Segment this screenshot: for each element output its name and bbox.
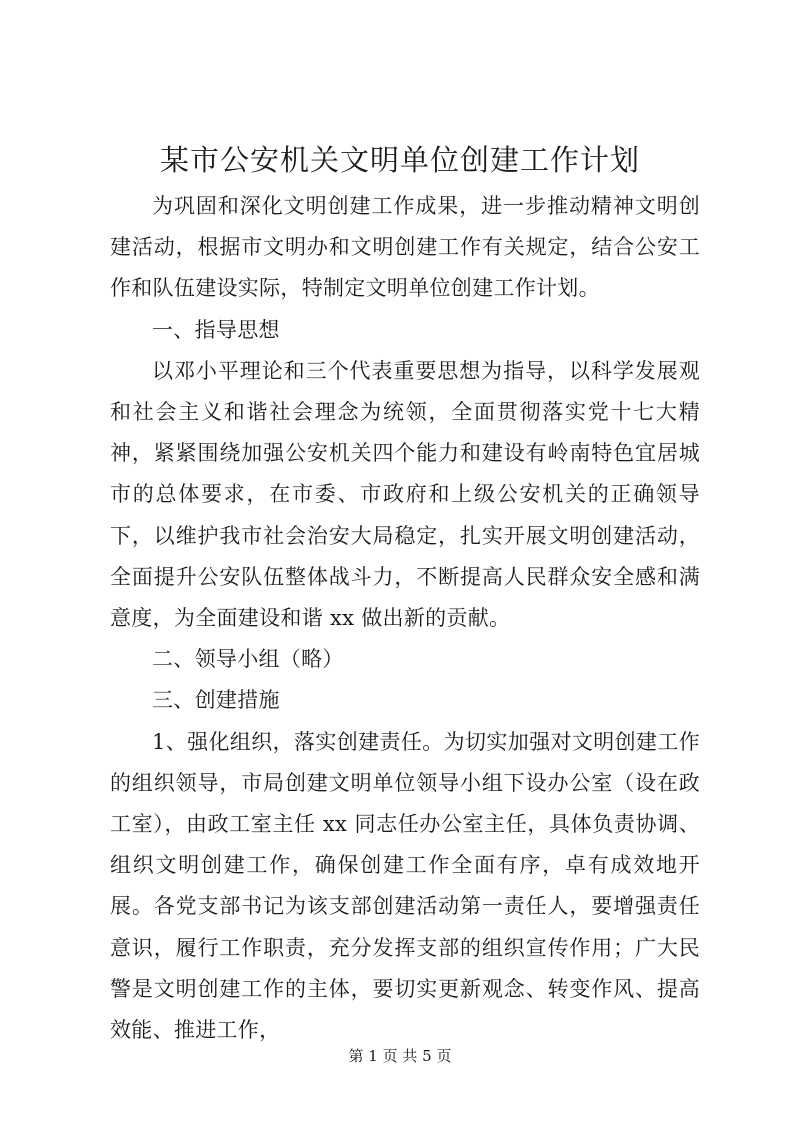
section-heading-leading-group: 二、领导小组（略） xyxy=(152,647,344,672)
guiding-ideology-paragraph: 以邓小平理论和三个代表重要思想为指导，以科学发展观和社会主义和谐社会理念为统领，全面贯彻落实党十七大精神，紧紧围绕加强公安机关四个能力和建设有岭南特色宜居城市的总体要求，在市委、市政府和上级公安机关的正确领导下，以维护我市社会治安大局稳定，扎实开展文明创建活动，全面提升公安队伍整体战斗力，不断提高人民群众安全感和满意度，为全面建设和谐 xx 做出新的贡献。 xyxy=(110,358,700,631)
document-body xyxy=(110,186,700,1051)
section-heading-measures: 三、创建措施 xyxy=(152,688,280,713)
intro-paragraph: 为巩固和深化文明创建工作成果，进一步推动精神文明创建活动，根据市文明办和文明创建工作有关规定，结合公安工作和队伍建设实际，特制定文明单位创建工作计划。 xyxy=(110,194,700,301)
page-number-footer: 第 1 页 共 5 页 xyxy=(348,1047,452,1065)
measures-paragraph-1: 1、强化组织，落实创建责任。为切实加强对文明创建工作的组织领导，市局创建文明单位领导小组下设办公室（设在政工室），由政工室主任 xx 同志任办公室主任，具体负责协调、组织文明创建工作，确保创建工作全面有序，卓有成效地开展。各党支部书记为该支部创建活动第一责任人，要增强责任意识，履行工作职责，充分发挥支部的组织宣传作用；广大民警是文明创建工作的主体，要切实更新观念、转变作风、提高效能、推进工作， xyxy=(110,729,700,1043)
section-heading-guiding-ideology: 一、指导思想 xyxy=(152,317,280,342)
document-title: 某市公安机关文明单位创建工作计划 xyxy=(159,143,640,177)
